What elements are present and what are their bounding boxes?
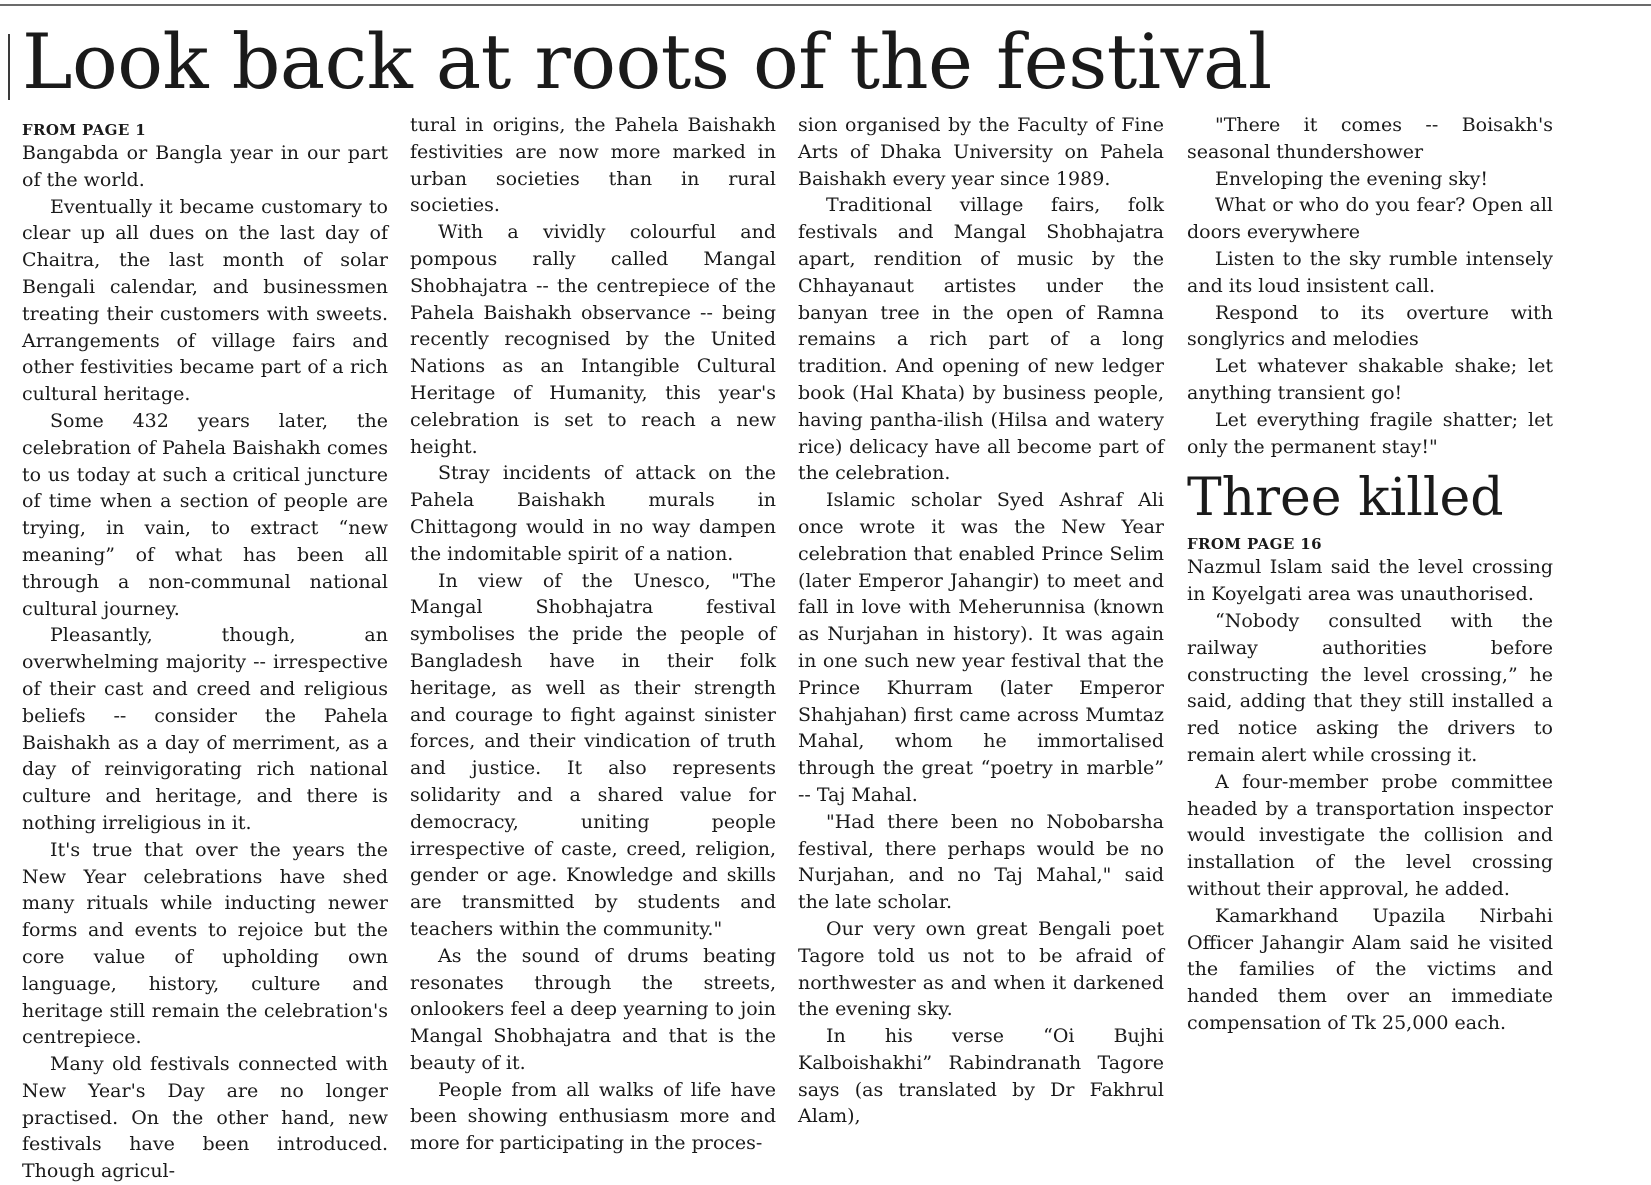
column-4 [1187,112,1553,1050]
jump-line: FROM PAGE 1 [22,121,147,139]
column-1 [22,118,388,1183]
verse-line: Enveloping the evening sky! [1215,167,1489,190]
paragraph: In his verse “Oi Bujhi Kalboishakhi” Rabindranath Tagore says (as translated by Dr Fakhrul Alam), [798,1025,1164,1128]
second-story-title: Three killed [1187,468,1504,529]
paragraph: It's true that over the years the New Year celebrations have shed many rituals while inducting newer forms and events to rejoice but the core value of upholding own language, history, culture and heritage still remain the celebration's centrepiece. [22,838,388,1049]
jump-line: FROM PAGE 16 [1187,535,1322,554]
paragraph: Our very own great Bengali poet Tagore told us not to be afraid of northwester as and when it darkened the evening sky. [798,917,1164,1021]
paragraph: As the sound of drums beating resonates through the streets, onlookers feel a deep yearning to join Mangal Shobhajatra and that is the beauty of it. [410,944,776,1074]
page-title: Look back at roots of the festival [22,17,1272,106]
column-2 [410,112,776,1155]
paragraph: Traditional village fairs, folk festivals and Mangal Shobhajatra apart, rendition of music by the Chhayanaut artistes under the banyan tree in the open of Ramna remains a rich part of a long tradition. And opening of new ledger book (Hal Khata) by business people, having pantha-ilish (Hilsa and watery rice) delicacy have all become part of the celebration. [798,194,1164,485]
paragraph: Stray incidents of attack on the Pahela Baishakh murals in Chittagong would in no way dampen the indomitable spirit of a nation. [410,462,776,565]
verse-line: Let everything fragile shatter; let only the permanent stay!" [1187,408,1553,458]
paragraph: "Had there been no Nobobarsha festival, there perhaps would be no Nurjahan, and no Taj Mahal," said the late scholar. [798,810,1164,914]
paragraph: Eventually it became customary to clear up all dues on the last day of Chaitra, the last month of solar Bengali calendar, and businessmen treating their customers with sweets. Arrangements of village fairs and other festivities became part of a rich cultural heritage. [22,195,388,406]
paragraph: People from all walks of life have been showing enthusiasm more and more for participating in the proces- [410,1078,776,1155]
paragraph: A four-member probe committee headed by a transportation inspector would investigate the collision and installation of the level crossing without their approval, he added. [1187,770,1553,900]
paragraph: Pleasantly, though, an overwhelming majority -- irrespective of their cast and creed and religious beliefs -- consider the Pahela Baishakh as a day of merriment, as a day of reinvigorating rich national culture and heritage, and there is nothing irreligious in it. [22,624,388,834]
verse-line: What or who do you fear? Open all doors everywhere [1187,194,1553,244]
paragraph: Many old festivals connected with New Year's Day are no longer practised. On the other hand, new festivals have been introduced. Though agricul- [22,1053,388,1183]
column-3 [798,112,1164,1128]
paragraph: Kamarkhand Upazila Nirbahi Officer Jahangir Alam said he visited the families of the victims and handed them over an immediate compensation of Tk 25,000 each. [1187,904,1553,1034]
paragraph: Islamic scholar Syed Ashraf Ali once wrote it was the New Year celebration that enabled Prince Selim (later Emperor Jahangir) to meet and fall in love with Meherunnisa (known as Nurjahan in history). It was again in one such new year festival that the Prince Khurram (later Emperor Shahjahan) first came across Mumtaz Mahal, whom he immortalised through the great “poetry in marble” -- Taj Mahal. [798,489,1164,806]
paragraph: With a vividly colourful and pompous rally called Mangal Shobhajatra -- the centrepiece of the Pahela Baishakh observance -- being recently recognised by the United Nations as an Intangible Cultural Heritage of Humanity, this year's celebration is set to reach a new height. [410,221,776,458]
paragraph: In view of the Unesco, "The Mangal Shobhajatra festival symbolises the pride the people of Bangladesh have in their folk heritage, as well as their strength and courage to fight against sinister forces, and their vindication of truth and justice. It also represents solidarity and a shared value for democracy, uniting people irrespective of caste, creed, religion, gender or age. Knowledge and skills are transmitted by students and teachers within the community." [410,569,776,940]
verse-line: Respond to its overture with songlyrics and melodies [1187,301,1553,351]
paragraph: Bangabda or Bangla year in our part of the world. [22,142,388,191]
paragraph: sion organised by the Faculty of Fine Arts of Dhaka University on Pahela Baishakh every year since 1989. [798,114,1164,190]
verse-line: Listen to the sky rumble intensely and its loud insistent call. [1187,247,1553,297]
paragraph: “Nobody consulted with the railway authorities before constructing the level crossing,” he said, adding that they still installed a red notice asking the drivers to remain alert while crossing it. [1187,609,1553,766]
paragraph: tural in origins, the Pahela Baishakh festivities are now more marked in urban societies than in rural societies. [410,114,776,217]
paragraph: Some 432 years later, the celebration of Pahela Baishakh comes to us today at such a critical juncture of time when a section of people are trying, in vain, to extract “new meaning” of what has been all through a non-communal national cultural journey. [22,409,388,620]
paragraph: Nazmul Islam said the level crossing in Koyelgati area was unauthorised. [1187,556,1553,606]
headline-rule [8,34,10,100]
verse-line: "There it comes -- Boisakh's seasonal thundershower [1187,114,1553,163]
top-rule [0,4,1651,6]
verse-line: Let whatever shakable shake; let anything transient go! [1187,355,1553,404]
